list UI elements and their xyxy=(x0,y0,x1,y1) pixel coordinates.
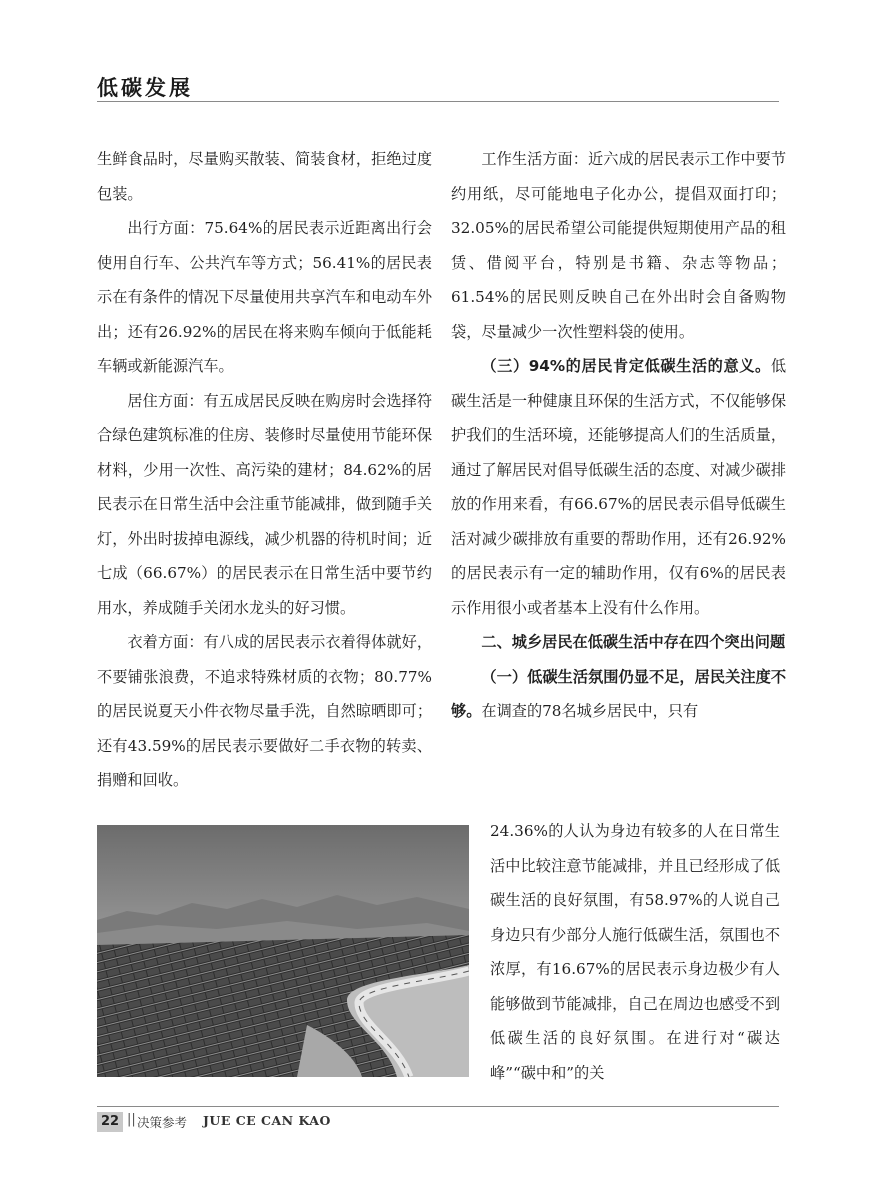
paragraph-atmosphere-body: 在调查的78名城乡居民中，只有 xyxy=(481,702,699,720)
magazine-name: 决策参考 xyxy=(137,1115,188,1130)
wrap-text-beside-photo: 24.36%的人认为身边有较多的人在日常生活中比较注意节能减排，并且已经形成了低碳生活的良好氛围，有58.97%的人说自己身边只有少部分人施行低碳生活，氛围也不浓厚，有16.67%的居民表示身边极少有人能够做到节能减排，自己在周边也感受不到低碳生活的良好氛围。在进行对“碳达峰”“碳中和”的关 xyxy=(490,822,780,1082)
section-title: 低碳发展 xyxy=(97,76,193,100)
paragraph-work-life: 工作生活方面：近六成的居民表示工作中要节约用纸，尽可能地电子化办公，提倡双面打印；32.05%的居民希望公司能提供短期使用产品的租赁、借阅平台，特别是书籍、杂志等物品；61.54%的居民则反映自己在外出时会自备购物袋，尽量减少一次性塑料袋的使用。 xyxy=(451,150,786,341)
section-heading: 二、城乡居民在低碳生活中存在四个突出问题 xyxy=(481,633,786,651)
paragraph-clothing: 衣着方面：有八成的居民表示衣着得体就好，不要铺张浪费，不追求特殊材质的衣物；80.77%的居民说夏天小件衣物尽量手洗，自然晾晒即可；还有43.59%的居民表示要做好二手衣物的转卖、捐赠和回收。 xyxy=(97,633,432,789)
footer-separator: || xyxy=(127,1112,136,1127)
paragraph-significance-body: 低碳生活是一种健康且环保的生活方式，不仅能够保护我们的生活环境，还能够提高人们的生活质量，通过了解居民对倡导低碳生活的态度、对减少碳排放的作用来看，有66.67%的居民表示倡导低碳生活对减少碳排放有重要的帮助作用，还有26.92%的居民表示有一定的辅助作用，仅有6%的居民表示作用很小或者基本上没有什么作用。 xyxy=(451,357,786,617)
page-footer xyxy=(97,1106,779,1136)
paragraph-transport: 出行方面：75.64%的居民表示近距离出行会使用自行车、公共汽车等方式；56.41%的居民表示在有条件的情况下尽量使用共享汽车和电动车外出；还有26.92%的居民在将来购车倾向于低能耗车辆或新能源汽车。 xyxy=(97,219,432,375)
paragraph-continued: 生鲜食品时，尽量购买散装、简装食材，拒绝过度包装。 xyxy=(97,150,432,203)
footer-divider xyxy=(97,1106,779,1107)
paragraph-significance xyxy=(451,349,786,625)
subheading-significance: （三）94%的居民肯定低碳生活的意义。 xyxy=(481,357,771,375)
paragraph-atmosphere xyxy=(451,660,786,729)
left-column xyxy=(97,142,432,798)
right-column xyxy=(451,142,786,729)
magazine-name-pinyin: JUE CE CAN KAO xyxy=(203,1113,331,1128)
page-number: 22 xyxy=(97,1112,123,1132)
paragraph-housing: 居住方面：有五成居民反映在购房时会选择符合绿色建筑标准的住房、装修时尽量使用节能环保材料，少用一次性、高污染的建材；84.62%的居民表示在日常生活中会注重节能减排，做到随手关灯，外出时拔掉电源线，减少机器的待机时间；近七成（66.67%）的居民表示在日常生活中要节约用水，养成随手关闭水龙头的好习惯。 xyxy=(97,391,432,617)
solar-farm-photo xyxy=(97,825,469,1077)
running-header xyxy=(97,68,779,104)
header-divider xyxy=(97,101,779,102)
subheading-atmosphere: （一）低碳生活氛围仍显不足，居民关注度不够。 xyxy=(451,667,786,720)
